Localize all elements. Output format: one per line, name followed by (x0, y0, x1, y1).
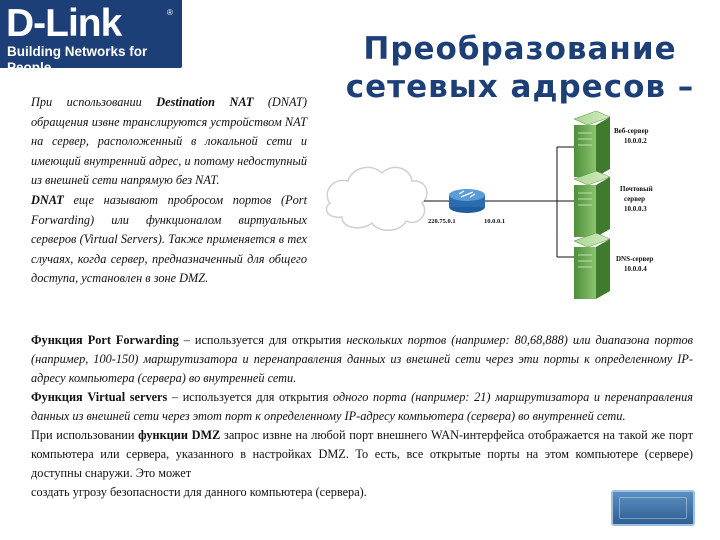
dnat-p1-intro: При использовании (31, 95, 157, 109)
port-forwarding-body: нескольких портов (например: 80,68,888) или диапазона портов (например, 100-150) маршрутизатора и перенаправления данных из внешней сети через эти порты к определенному IP-адресу компьютера (сервера) во внутренней сети. (31, 333, 693, 385)
dnat-paragraph-2 (31, 191, 307, 289)
router-wan-ip: 220.75.0.1 (428, 218, 456, 225)
dns-server-ip: 10.0.0.4 (624, 265, 647, 273)
dnat-description (31, 93, 307, 289)
dnat-p1-term: Destination NAT (156, 95, 254, 109)
registered-mark-icon: ® (167, 8, 173, 17)
dmz-intro: При использовании (31, 428, 139, 442)
dns-server-icon (574, 233, 610, 299)
dmz-body: запрос извне на любой порт внешнего WAN-интерфейса отображается на такой же порт компьютера или сервера, указанного в настройках DMZ. То есть, все открытые порты на этом компьютере (сервере) доступны снаружи. Это может (31, 428, 693, 480)
dnat-p2-body: еще называют пробросом портов (Port Forwarding) или функционалом виртуальных серверов (Virtual Servers). Также применяется в тех случаях, когда сервер, предназначенный для общего доступа, установлен в зоне DMZ. (31, 192, 307, 286)
router-icon (449, 189, 485, 213)
port-forwarding-lead: – используется для открытия (178, 333, 347, 347)
title-line-2: сетевых адресов – (345, 69, 695, 105)
virtual-servers-term: Функция Virtual servers (31, 390, 168, 404)
internet-cloud-icon (326, 167, 427, 230)
dnat-paragraph-1 (31, 93, 307, 191)
dnat-p2-term: DNAT (31, 192, 64, 207)
mail-server-name-line1: Почтовый (620, 185, 653, 193)
dmz-warning: создать угрозу безопасности для данного компьютера (сервера). (31, 485, 367, 499)
mail-server-icon (574, 171, 610, 237)
web-server-ip: 10.0.0.2 (624, 137, 647, 145)
network-diagram (312, 105, 712, 330)
virtual-servers-paragraph (31, 388, 693, 426)
slide-nav-button[interactable] (611, 490, 695, 526)
dnat-p1-body: (DNAT) обращения извне транслируются устройством NAT на сервер, расположенный в локальной сети и имеющий внутренний адрес, и потому недоступный из внешней сети напрямую без NAT. (31, 95, 307, 188)
dmz-term: функции DMZ (138, 428, 221, 442)
functions-description (31, 331, 693, 502)
dns-server-name: DNS-сервер (616, 255, 654, 263)
mail-server-name-line2: сервер (624, 195, 645, 203)
logo-wordmark: D-Link (6, 2, 122, 45)
mail-server-ip: 10.0.0.3 (624, 205, 647, 213)
dmz-paragraph (31, 426, 693, 483)
title-line-1: Преобразование (363, 31, 677, 67)
port-forwarding-term: Функция Port Forwarding (31, 333, 179, 347)
virtual-servers-lead: – используется для открытия (167, 390, 333, 404)
logo-tagline: Building Networks for People (7, 44, 148, 75)
network-links (424, 147, 574, 257)
web-server-icon (574, 111, 610, 177)
port-forwarding-paragraph (31, 331, 693, 388)
d-link-logo (0, 0, 182, 75)
web-server-name: Веб-сервер (614, 127, 649, 135)
router-lan-ip: 10.0.0.1 (484, 218, 506, 225)
virtual-servers-body: одного порта (например: 21) маршрутизатора и перенаправления данных из внешней сети через этот порт к определенному IP-адресу компьютера (сервера) во внутренней сети. (31, 390, 693, 423)
slide-title (330, 30, 710, 106)
nav-button-bevel (619, 497, 687, 519)
